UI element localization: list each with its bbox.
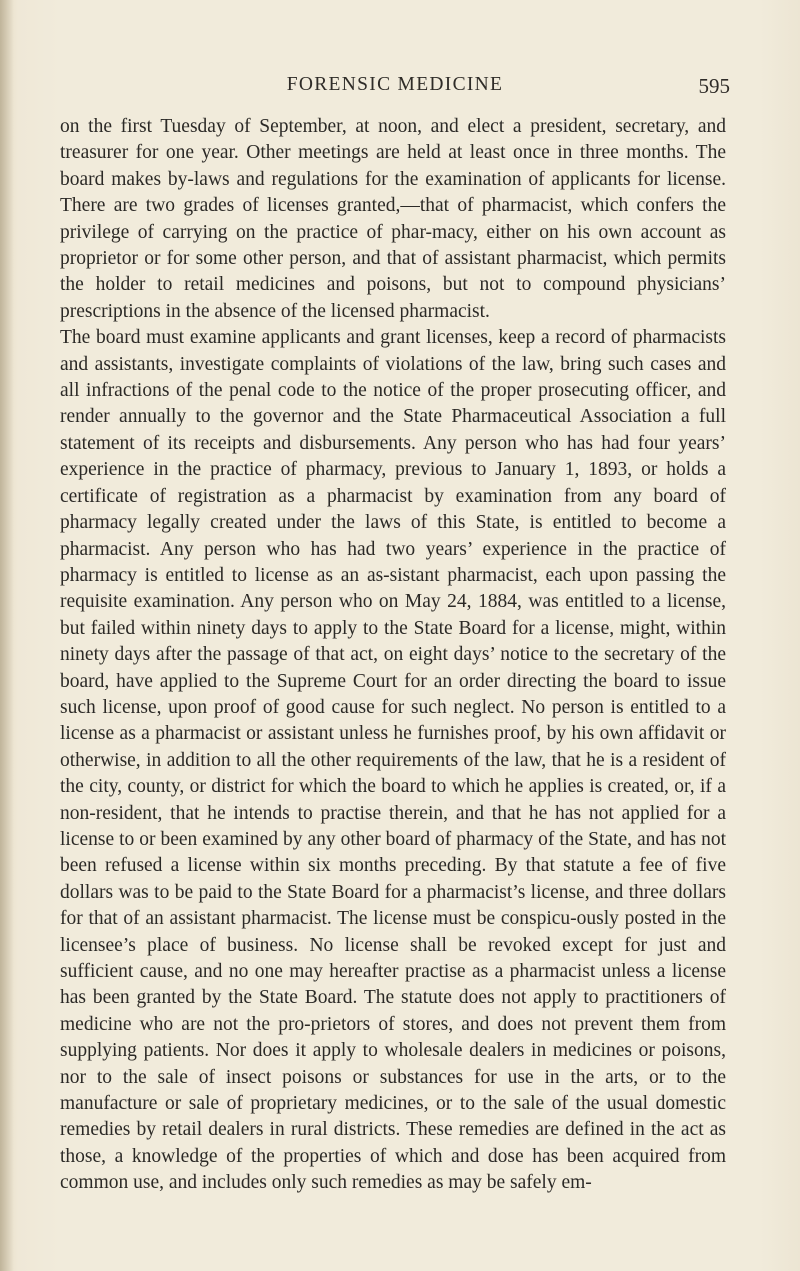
running-head: FORENSIC MEDICINE [286,74,504,95]
paragraph: on the first Tuesday of September, at noon, and elect a president, secretary, and treasurer for one year. Other meetings are held at least once in three months. The board makes by-laws and regulations for the examination of applicants for license. There are two grades of licenses granted,—that of pharmacist, which confers the privilege of carrying on the practice of phar-macy, either on his own account as proprietor or for some other person, and that of assistant pharmacist, which permits the holder to retail medicines and poisons, but not to compound physicians’ prescriptions in the absence of the licensed pharmacist. [60,116,726,322]
gutter-shadow [0,0,14,1271]
body-text [60,114,726,1197]
paragraph: The board must examine applicants and grant licenses, keep a record of pharmacists and assistants, investigate complaints of violations of the law, bring such cases and all infractions of the penal code to the notice of the proper prosecuting officer, and render annually to the governor and the State Pharmaceutical Association a full statement of its receipts and disbursements. Any person who has had four years’ experience in the practice of pharmacy, previous to January 1, 1893, or holds a certificate of registration as a pharmacist by examination from any board of pharmacy legally created under the laws of this State, is entitled to become a pharmacist. Any person who has had two years’ experience in the practice of pharmacy is entitled to license as an as-sistant pharmacist, each upon passing the requisite examination. Any person who on May 24, 1884, was entitled to a license, but failed within ninety days to apply to the State Board for a license, might, within ninety days after the passage of that act, on eight days’ notice to the secretary of the board, have applied to the Supreme Court for an order directing the board to issue such license, upon proof of good cause for such neglect. No person is entitled to a license as a pharmacist or assistant unless he furnishes proof, by his own affidavit or otherwise, in addition to all the other requirements of the law, that he is a resident of the city, county, or district for which the board to which he applies is created, or, if a non-resident, that he intends to practise therein, and that he has not applied for a license to or been examined by any other board of pharmacy of the State, and has not been refused a license within six months preceding. By that statute a fee of five dollars was to be paid to the State Board for a pharmacist’s license, and three dollars for that of an assistant pharmacist. The license must be conspicu-ously posted in the licensee’s place of business. No license shall be revoked except for just and sufficient cause, and no one may hereafter practise as a pharmacist unless a license has been granted by the State Board. The statute does not apply to practitioners of medicine who are not the pro-prietors of stores, and does not prevent them from supplying patients. Nor does it apply to wholesale dealers in medicines or poisons, nor to the sale of insect poisons or substances for use in the arts, or to the manufacture or sale of proprietary medicines, or to the sale of the usual domestic remedies by retail dealers in rural districts. These remedies are defined in the act as those, a knowledge of the properties of which and dose has been acquired from common use, and includes only such remedies as may be safely em- [60,327,726,1194]
page-number: 595 [698,74,730,98]
page-header [60,74,730,100]
